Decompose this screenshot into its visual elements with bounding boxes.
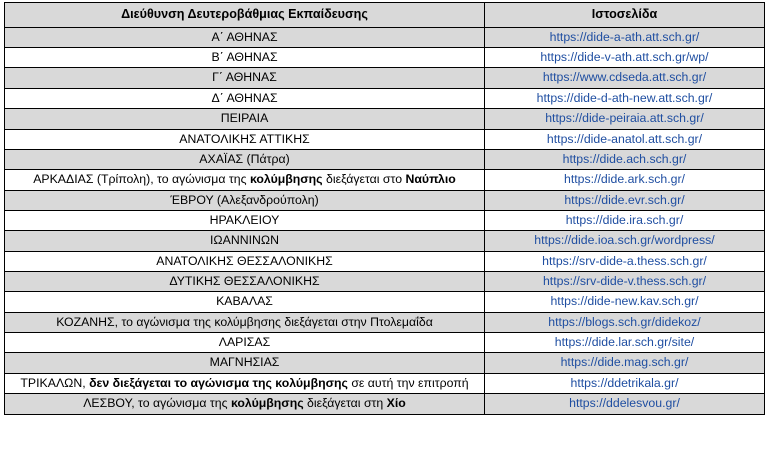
directorate-name-cell: ΈΒΡΟΥ (Αλεξανδρούπολη)	[5, 190, 485, 210]
directorates-table	[4, 2, 765, 415]
website-link[interactable]: https://dide.evr.sch.gr/	[485, 190, 765, 210]
table-row	[5, 129, 765, 149]
website-link[interactable]: https://dide.ach.sch.gr/	[485, 149, 765, 169]
website-link[interactable]: https://dide.lar.sch.gr/site/	[485, 333, 765, 353]
table-row	[5, 353, 765, 373]
column-header-directorate: Διεύθυνση Δευτεροβάθμιας Εκπαίδευσης	[5, 3, 485, 28]
directorate-name-cell: ΠΕΙΡΑΙΑ	[5, 109, 485, 129]
table-row	[5, 88, 765, 108]
directorate-name-cell: ΗΡΑΚΛΕΙΟΥ	[5, 210, 485, 230]
website-link[interactable]: https://dide-new.kav.sch.gr/	[485, 292, 765, 312]
directorate-name-cell: ΑΡΚΑΔΙΑΣ (Τρίπολη), το αγώνισμα της κολύμβησης διεξάγεται στο Ναύπλιο	[5, 170, 485, 190]
table-row	[5, 333, 765, 353]
directorate-name-cell: ΛΕΣΒΟΥ, το αγώνισμα της κολύμβησης διεξάγεται στη Χίο	[5, 394, 485, 414]
directorate-name-cell: ΤΡΙΚΑΛΩΝ, δεν διεξάγεται το αγώνισμα της κολύμβησης σε αυτή την επιτροπή	[5, 373, 485, 393]
table-row	[5, 394, 765, 414]
website-link[interactable]: https://ddelesvou.gr/	[485, 394, 765, 414]
directorate-name-cell: ΑΧΑΪΑΣ (Πάτρα)	[5, 149, 485, 169]
table-row	[5, 292, 765, 312]
directorate-name-cell: ΜΑΓΝΗΣΙΑΣ	[5, 353, 485, 373]
website-link[interactable]: https://dide-peiraia.att.sch.gr/	[485, 109, 765, 129]
table-row	[5, 27, 765, 47]
table-row	[5, 210, 765, 230]
directorate-name-cell: ΑΝΑΤΟΛΙΚΗΣ ΘΕΣΣΑΛΟΝΙΚΗΣ	[5, 251, 485, 271]
table-row	[5, 149, 765, 169]
directorate-name-cell: ΛΑΡΙΣΑΣ	[5, 333, 485, 353]
website-link[interactable]: https://srv-dide-a.thess.sch.gr/	[485, 251, 765, 271]
website-link[interactable]: https://dide.mag.sch.gr/	[485, 353, 765, 373]
website-link[interactable]: https://dide.ioa.sch.gr/wordpress/	[485, 231, 765, 251]
directorate-name-cell: ΙΩΑΝΝΙΝΩΝ	[5, 231, 485, 251]
table-header-row	[5, 3, 765, 28]
table-row	[5, 109, 765, 129]
website-link[interactable]: https://dide-v-ath.att.sch.gr/wp/	[485, 48, 765, 68]
website-link[interactable]: https://dide.ira.sch.gr/	[485, 210, 765, 230]
table-row	[5, 190, 765, 210]
table-row	[5, 312, 765, 332]
table-row	[5, 68, 765, 88]
table-row	[5, 48, 765, 68]
table-row	[5, 272, 765, 292]
directorate-name-cell: Γ΄ ΑΘΗΝΑΣ	[5, 68, 485, 88]
website-link[interactable]: https://dide-anatol.att.sch.gr/	[485, 129, 765, 149]
website-link[interactable]: https://blogs.sch.gr/didekoz/	[485, 312, 765, 332]
column-header-website: Ιστοσελίδα	[485, 3, 765, 28]
directorate-name-cell: ΑΝΑΤΟΛΙΚΗΣ ΑΤΤΙΚΗΣ	[5, 129, 485, 149]
website-link[interactable]: https://ddetrikala.gr/	[485, 373, 765, 393]
table-row	[5, 373, 765, 393]
directorate-name-cell: Δ΄ ΑΘΗΝΑΣ	[5, 88, 485, 108]
website-link[interactable]: https://dide-d-ath-new.att.sch.gr/	[485, 88, 765, 108]
table-body	[5, 27, 765, 414]
table-row	[5, 231, 765, 251]
table-header	[5, 3, 765, 28]
directorate-name-cell: ΚΑΒΑΛΑΣ	[5, 292, 485, 312]
table-row	[5, 170, 765, 190]
directorate-name-cell: ΔΥΤΙΚΗΣ ΘΕΣΣΑΛΟΝΙΚΗΣ	[5, 272, 485, 292]
directorate-name-cell: Β΄ ΑΘΗΝΑΣ	[5, 48, 485, 68]
website-link[interactable]: https://dide-a-ath.att.sch.gr/	[485, 27, 765, 47]
directorate-name-cell: Α΄ ΑΘΗΝΑΣ	[5, 27, 485, 47]
table-row	[5, 251, 765, 271]
directorate-name-cell: ΚΟΖΑΝΗΣ, το αγώνισμα της κολύμβησης διεξάγεται στην Πτολεμαΐδα	[5, 312, 485, 332]
website-link[interactable]: https://srv-dide-v.thess.sch.gr/	[485, 272, 765, 292]
website-link[interactable]: https://dide.ark.sch.gr/	[485, 170, 765, 190]
website-link[interactable]: https://www.cdseda.att.sch.gr/	[485, 68, 765, 88]
